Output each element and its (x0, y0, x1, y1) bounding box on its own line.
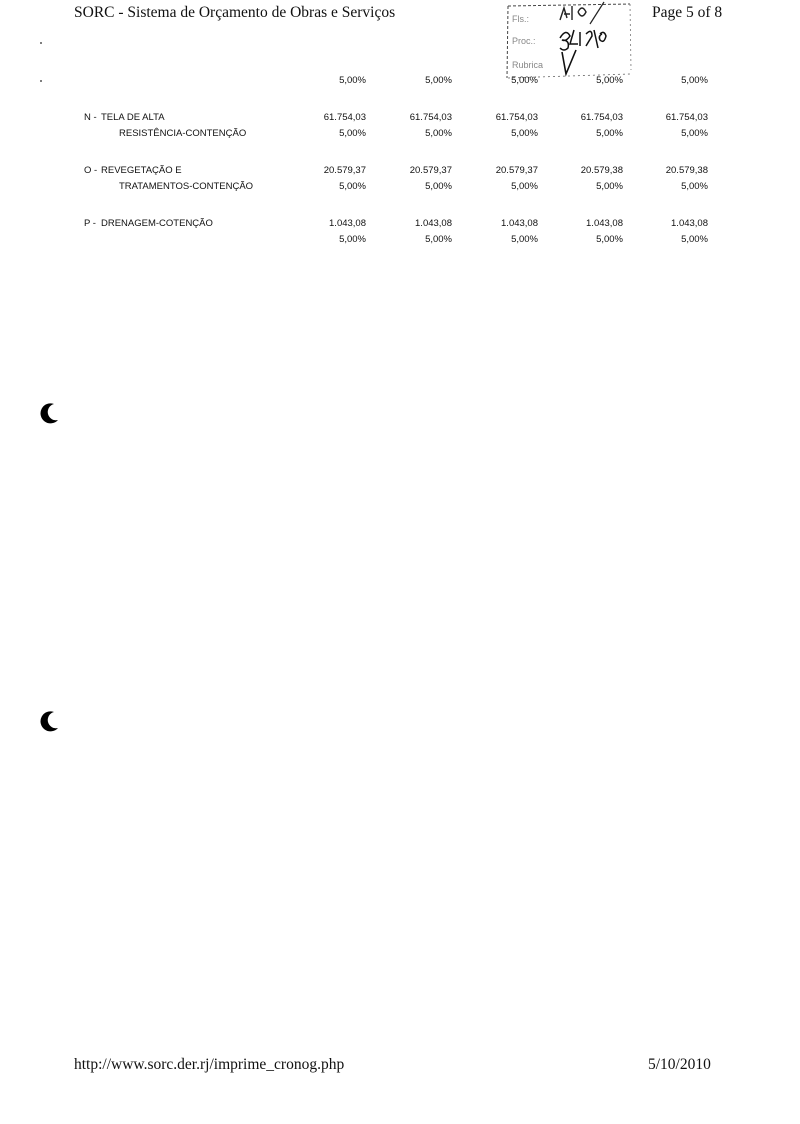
value-cell: 1.043,08 (586, 218, 623, 229)
footer-url: http://www.sorc.der.rj/imprime_cronog.php (74, 1056, 345, 1073)
value-cell: 1.043,08 (415, 218, 452, 229)
value-cell: 61.754,03 (409, 112, 452, 123)
percent-cell: 5,00% (425, 181, 452, 192)
page-number: Page 5 of 8 (652, 4, 723, 21)
value-cell: 61.754,03 (323, 112, 366, 123)
top-percent-cell: 5,00% (681, 75, 708, 86)
value-cell: 20.579,37 (495, 165, 538, 176)
percent-cell: 5,00% (511, 181, 538, 192)
percent-cell: 5,00% (339, 181, 366, 192)
percent-cell: 5,00% (596, 128, 623, 139)
row-label-line2: TRATAMENTOS-CONTENÇÃO (119, 181, 254, 192)
percent-cell: 5,00% (339, 234, 366, 245)
row-label-line1: TELA DE ALTA (101, 112, 165, 123)
top-percent-cell: 5,00% (339, 75, 366, 86)
top-percent-cell: 5,00% (511, 75, 538, 86)
punch-hole-icon (36, 400, 62, 426)
percent-cell: 5,00% (681, 128, 708, 139)
svg-text:Fls.:: Fls.: (512, 14, 529, 24)
percent-cell: 5,00% (681, 181, 708, 192)
percent-cell: 5,00% (511, 234, 538, 245)
process-stamp (502, 0, 636, 82)
svg-text:Proc.:: Proc.: (512, 36, 536, 46)
row-label-line2: RESISTÊNCIA-CONTENÇÃO (119, 128, 247, 139)
scan-speck (40, 80, 42, 82)
row-label-line1: DRENAGEM-COTENÇÃO (101, 218, 213, 229)
percent-cell: 5,00% (425, 128, 452, 139)
value-cell: 61.754,03 (580, 112, 623, 123)
value-cell: 20.579,38 (580, 165, 623, 176)
row-code: O - (84, 165, 98, 176)
row-label-line1: REVEGETAÇÃO E (101, 165, 182, 176)
percent-cell: 5,00% (596, 181, 623, 192)
value-cell: 20.579,37 (323, 165, 366, 176)
scan-speck (40, 42, 42, 44)
value-cell: 1.043,08 (671, 218, 708, 229)
row-code: N - (84, 112, 97, 123)
percent-cell: 5,00% (596, 234, 623, 245)
percent-cell: 5,00% (511, 128, 538, 139)
value-cell: 1.043,08 (501, 218, 538, 229)
svg-text:Rubrica: Rubrica (512, 60, 544, 70)
percent-cell: 5,00% (681, 234, 708, 245)
punch-hole-icon (36, 708, 62, 734)
percent-cell: 5,00% (339, 128, 366, 139)
row-code: P - (84, 218, 96, 229)
top-percent-cell: 5,00% (425, 75, 452, 86)
value-cell: 20.579,38 (665, 165, 708, 176)
value-cell: 61.754,03 (665, 112, 708, 123)
percent-cell: 5,00% (425, 234, 452, 245)
value-cell: 1.043,08 (329, 218, 366, 229)
value-cell: 20.579,37 (409, 165, 452, 176)
header-title: SORC - Sistema de Orçamento de Obras e Serviços (74, 4, 396, 21)
top-percent-cell: 5,00% (596, 75, 623, 86)
value-cell: 61.754,03 (495, 112, 538, 123)
footer-date: 5/10/2010 (648, 1056, 711, 1073)
